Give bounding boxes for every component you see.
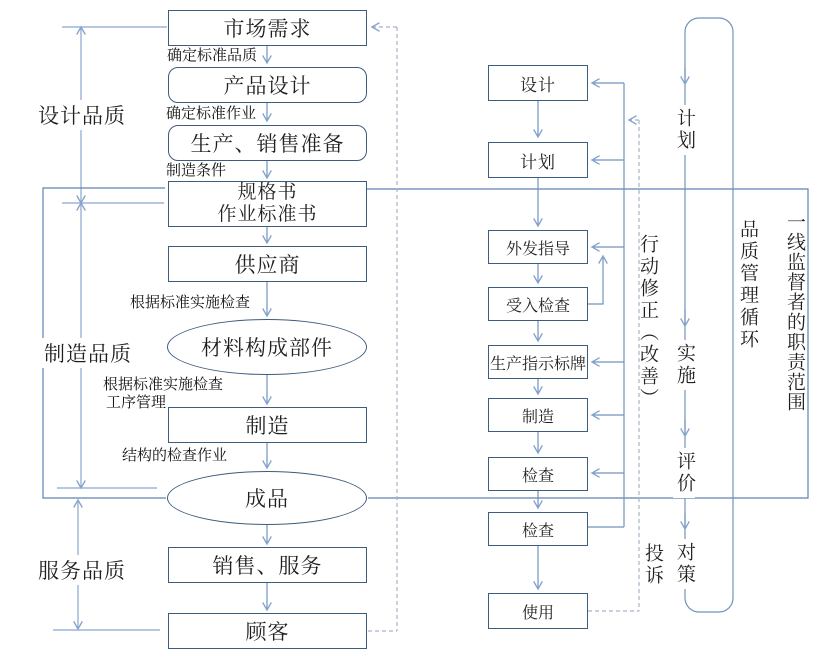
flow-node-label: 材料构成部件: [201, 336, 333, 360]
flow-node-label: 使用: [521, 604, 554, 622]
flow-node-design: [488, 65, 588, 101]
edge-label-inspect-per-standard: 根据标准实施检查: [130, 294, 251, 311]
flow-node-finished-product: [167, 471, 367, 525]
quality-span-service: 服务品质: [36, 555, 128, 585]
flow-node-label: 顾客: [245, 620, 290, 644]
pdca-stage-act: 对策: [673, 539, 695, 589]
flow-node-label: 生产指示标牌: [489, 355, 586, 373]
quality-span-design: 设计品质: [36, 100, 128, 130]
flow-node-label: 检查: [521, 522, 554, 540]
flow-node-manufacturing-right: [488, 398, 588, 432]
flow-node-label: 设计: [520, 75, 556, 95]
flow-node-label: 产品设计: [223, 74, 312, 98]
flow-node-customer: [168, 613, 367, 649]
annotation-quality-cycle: 品质管理循环: [736, 216, 758, 354]
flow-node-label: 受入检查: [505, 297, 570, 315]
flow-node-product-design: [168, 67, 367, 103]
edge-label-standard-quality: 确定标准品质: [167, 47, 258, 64]
flow-node-material-parts: [167, 319, 367, 375]
correction-feedback-solid: [588, 83, 624, 527]
flow-node-label: 规格书: [237, 182, 298, 203]
pdca-stage-do: 实施: [673, 340, 695, 390]
flow-node-sales-service: [168, 547, 367, 583]
edge-label-mfg-conditions: 制造条件: [166, 162, 227, 179]
flow-node-label: 供应商: [234, 253, 301, 277]
edge-label-inspect-per-standard-2: 根据标准实施检查: [103, 376, 224, 393]
flow-node-label: 外发指导: [505, 240, 570, 258]
flow-node-production-instruction-sign: [488, 345, 588, 379]
annotation-complaint: 投诉: [642, 543, 663, 587]
flow-node-label: 检查: [521, 467, 554, 485]
flow-node-manufacturing: [168, 407, 367, 443]
flow-node-label: 销售、服务: [212, 554, 323, 578]
flow-node-supplier: [168, 246, 367, 282]
complaint-feedback-dashed: [588, 120, 639, 611]
flow-node-incoming-inspection: [488, 287, 588, 321]
flow-node-label: 作业标准书: [217, 204, 318, 225]
pdca-stage-plan: 计划: [673, 105, 695, 155]
edge-label-standard-work: 确定标准作业: [166, 105, 257, 122]
annotation-corrective-action: 行动修正（改善）: [637, 234, 658, 410]
flow-node-spec-standards: [168, 181, 367, 227]
flow-node-inspection-1: [488, 457, 588, 491]
flow-node-label: 成品: [245, 487, 289, 511]
annotation-supervisor-scope: 一线监督者的职责范围: [784, 212, 805, 412]
flow-node-label: 市场需求: [223, 17, 312, 41]
quality-span-manufacture: 制造品质: [42, 338, 134, 368]
edge-label-structural-inspection: 结构的检查作业: [122, 447, 228, 464]
flow-node-market-demand: [168, 10, 367, 46]
customer-feedback-dashed: [368, 27, 397, 631]
flow-node-label: 生产、销售准备: [190, 132, 345, 156]
flow-node-production-sales-prep: [168, 125, 367, 161]
flow-node-usage: [488, 593, 588, 629]
flow-node-label: 制造: [245, 414, 290, 438]
edge-label-process-control: 工序管理: [106, 394, 167, 411]
flow-node-outsourcing-guidance: [488, 230, 588, 264]
flow-node-plan: [488, 142, 588, 178]
flow-node-inspection-2: [488, 512, 588, 546]
flow-node-label: 计划: [520, 152, 556, 172]
flow-node-label: 制造: [521, 408, 554, 426]
pdca-stage-check: 评价: [673, 448, 695, 498]
